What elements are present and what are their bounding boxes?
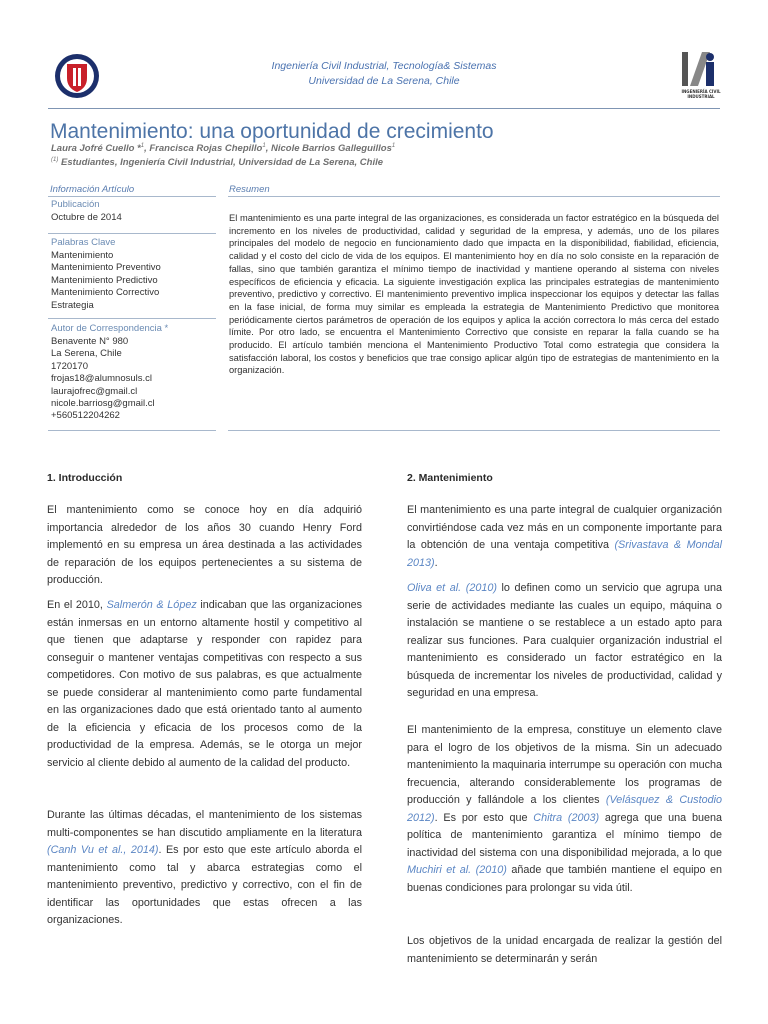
paragraph: En el 2010, Salmerón & López indicaban que las organizaciones están inmersas en un entorno altamente hostil y competitivo al que tienen que adaptarse y responder con rapidez para conseguir o mantener ventajas competitivas con respecto a sus competidores. Con motivo de sus palabras, es que actualmente se puede considerar al mantenimiento como parte fundamental en las organizaciones dado que está orientado tanto al aumento de la eficiencia y eficacia de los procesos como de la productividad de la empresa. Además, se le otorga un mejor servicio al cliente debido al aumento de la calidad del producto.	[47, 599, 363, 769]
paragraph: Durante las últimas décadas, el mantenimiento de los sistemas multi-componentes se han discutido ampliamente en la literatura (Canh Vu et al., 2014). Es por esto que este artículo aborda el mantenimiento como tal y abarca estrategias como el mantenimiento preventivo, predictivo y correctivo, con el fin de identificar las oportunidades que estas ofrecen a las organizaciones.	[47, 809, 362, 926]
citation-link[interactable]: Salmerón & López	[106, 599, 197, 611]
keyword-item: Estrategia	[51, 299, 94, 311]
abstract-rule	[228, 196, 720, 197]
citation-link[interactable]: (Velásquez & Custodio 2012)	[407, 794, 722, 824]
article-info-rule	[48, 196, 216, 197]
paragraph: El mantenimiento como se conoce hoy en día adquirió importancia alrededor de los años 30 cuando Henry Ford implementó en su empresa un área destinada a las actividades de reparación de los equipos pertenecientes a su sistema de producción.	[47, 504, 362, 586]
paragraph: Los objetivos de la unidad encargada de realizar la gestión del mantenimiento se determinarán y serán	[407, 935, 722, 965]
keyword-item: Mantenimiento	[51, 250, 114, 261]
keyword-item: Mantenimiento Preventivo	[51, 262, 161, 274]
paragraph: Oliva et al. (2010) lo definen como un servicio que agrupa una serie de actividades mediante las cuales un equipo, máquina o instalación se mantiene o se restablece a un estado apto para realizar sus funciones. Para cualquier organización industrial el mantenimiento es considerado un factor estratégico en la búsqueda de incrementar los niveles de productividad, calidad y seguridad en una empresa.	[407, 582, 722, 699]
keywords-label: Palabras Clave	[51, 237, 116, 248]
correspondence-rule	[48, 318, 216, 319]
paragraph: El mantenimiento es una parte integral de cualquier organización convirtiéndose cada vez más en un componente importante para la obtención de una ventaja competitiva (Srivastava & Mondal 2013).	[407, 504, 722, 569]
email-link[interactable]: laurajofrec@gmail.cl	[51, 385, 138, 397]
publication-date: Octubre de 2014	[51, 212, 122, 223]
author-list: Laura Jofré Cuello *$^1$, Francisca Rojas Chepillo$^1$, Nicole Barrios Galleguillos$^1$	[51, 143, 396, 155]
citation-link[interactable]: (Srivastava & Mondal 2013)	[407, 539, 722, 569]
svg-text:INDUSTRIAL: INDUSTRIAL	[687, 94, 715, 99]
citation-link[interactable]: (Canh Vu et al., 2014)	[47, 844, 159, 856]
city-line: La Serena, Chile	[51, 348, 122, 360]
article-title: Mantenimiento: una oportunidad de crecimiento	[50, 120, 494, 143]
citation-link[interactable]: Chitra (2003)	[533, 811, 600, 824]
correspondence-label: Autor de Correspondencia *	[51, 323, 169, 334]
keyword-item: Mantenimiento Predictivo	[51, 274, 158, 286]
correspondence-details	[51, 336, 155, 423]
keywords-rule	[48, 233, 216, 234]
address-line: Benavente N° 980	[51, 336, 129, 347]
author-affiliation: $^{(1)}$ Estudiantes, Ingeniería Civil Industrial, Universidad de La Serena, Chile	[51, 157, 384, 169]
header-program: Ingeniería Civil Industrial, Tecnología& Sistemas	[271, 60, 497, 72]
phone-line: +560512204262	[51, 410, 120, 422]
keyword-item: Mantenimiento Correctivo	[51, 287, 160, 299]
publication-label: Publicación	[51, 199, 100, 210]
industrial-engineering-logo	[680, 48, 722, 102]
university-seal-logo	[53, 49, 101, 103]
abstract-label: Resumen	[229, 184, 270, 195]
header-divider	[48, 108, 720, 109]
section-heading-mantenimiento: 2. Mantenimiento	[407, 472, 493, 484]
paragraph: El mantenimiento de la empresa, constituye un elemento clave para el logro de los objetivos de la misma. Sin un adecuado mantenimiento la maquinaria interrumpe su operación con mucha frecuencia, alterando considerablemente los programas de producción y fallándole a los clientes (Velásquez & Custodio 2012). Es por esto que Chitra (2003) agrega que una buena política de mantenimiento garantiza el mínimo tiempo de inactividad del sistema con una disponibilidad mejorada, a lo que Muchiri et al. (2010) añade que también mantiene el equipo en buenas condiciones para prolongar su vida útil.	[407, 724, 723, 894]
abstract-text: El mantenimiento es una parte integral de las organizaciones, es considerada un factor estratégico en la búsqueda del incremento en los niveles de productividad, calidad y seguridad de la empresa, y además, uno de los pilares principales del modelo de negocio en funcionamiento dado que impacta en la disponibilidad, fiabilidad, eficiencia, calidad y el costo del ciclo de vida de los equipos. El mantenimiento hoy en día no solo consiste en la reparación de fallas, sino que también garantiza el mínimo tiempo de inactividad y mantiene operando al sistema con niveles específicos de eficiencia y eficacia. La siguiente investigación explica las principales estrategias de mantenimiento preventivo, predictivo y correctivo. El mantenimiento preventivo implica inspeccionar los equipos y detectar las fallas en la fase inicial, de forma muy similar es empleada la estrategia de Mantenimiento Predictivo que monitorea periódicamente ciertos parámetros de operación de los equipos y aplica la acción correctora lo más cerca del estado límite. Por otro lado, se encuentra el Mantenimiento Correctivo que consiste en reparar la falla cuando se ha producido. El artículo también menciona el Mantenimiento Productivo Total como estrategia que considera la satisfacción laboral, los costos y beneficios que trae consigo aplicar algún tipo de estrategias de mantenimiento en la organización.	[229, 213, 719, 376]
svg-text:INGENIERÍA CIVIL: INGENIERÍA CIVIL	[681, 89, 721, 94]
citation-link[interactable]: Muchiri et al. (2010)	[407, 864, 507, 876]
keywords-list	[51, 250, 161, 312]
email-link[interactable]: frojas18@alumnosuls.cl	[51, 373, 152, 385]
article-info-label: Información Artículo	[50, 184, 135, 195]
abstract-bottom-rule	[228, 430, 720, 431]
postal-line: 1720170	[51, 360, 88, 372]
section-heading-introduccion: 1. Introducción	[47, 472, 123, 484]
email-link[interactable]: nicole.barriosg@gmail.cl	[51, 398, 155, 410]
sidebar-bottom-rule	[48, 430, 216, 431]
citation-link[interactable]: Oliva et al. (2010)	[407, 582, 497, 594]
header-university: Universidad de La Serena, Chile	[308, 75, 460, 87]
